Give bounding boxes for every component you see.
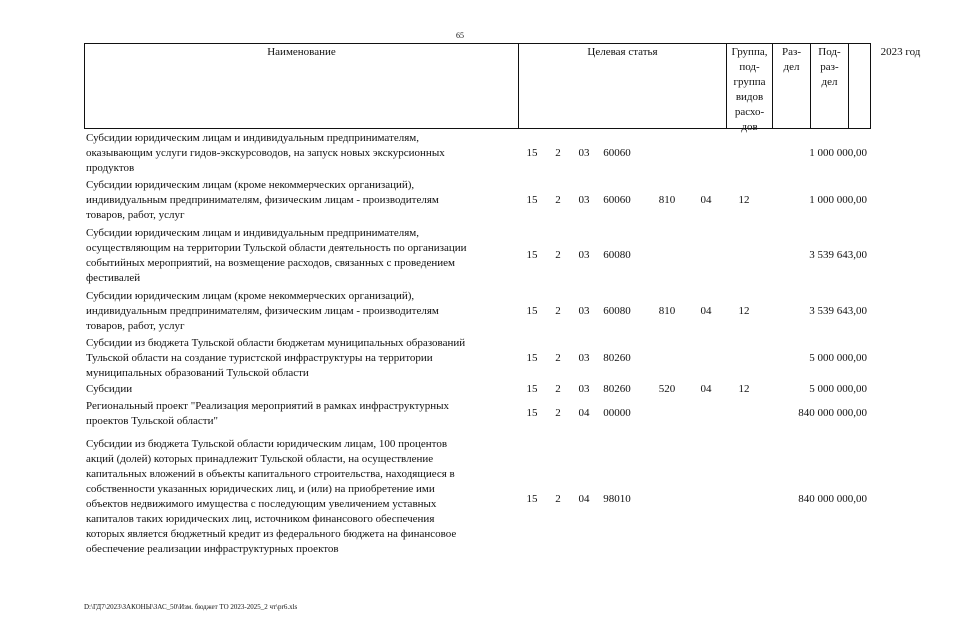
target-code-4: 00000	[603, 407, 631, 419]
target-code-2: 2	[555, 493, 561, 505]
group-code: 810	[658, 194, 676, 206]
amount-2023: 3 539 643,00	[809, 249, 867, 261]
target-code-4: 60080	[603, 249, 631, 261]
razdel-code: 04	[700, 383, 712, 395]
podrazdel-code: 12	[738, 305, 750, 317]
target-code-4: 80260	[603, 383, 631, 395]
row-name: Субсидии из бюджета Тульской области юридическим лицам, 100 процентов акций (долей) которых принадлежит Тульской области, на осуществление капитальных вложений в объекты капитального строительства, находящиеся в собственности указанных юридических лиц, и (или) на приобретение ими объектов недвижимого имущества с последующим увеличением уставных капиталов таких юридических лиц, источником финансового обеспечения которых является бюджетный кредит из федерального бюджета на финансовое обеспечение реализации инфраструктурных проектов	[86, 438, 457, 555]
amount-2023: 5 000 000,00	[809, 352, 867, 364]
target-code-1: 15	[526, 352, 538, 364]
table-header	[84, 43, 921, 133]
target-code-1: 15	[526, 305, 538, 317]
amount-2023: 1 000 000,00	[809, 194, 867, 206]
target-code-2: 2	[555, 383, 561, 395]
target-code-1: 15	[526, 194, 538, 206]
target-code-3: 04	[578, 407, 590, 419]
footer-file-path: D:\ГД7\2023\ЗАКОНЫ\ЗАС_50\Изм. бюджет ТО 2023-2025_2 чт\pr6.xls	[84, 603, 298, 611]
razdel-code: 04	[700, 194, 712, 206]
target-code-3: 03	[578, 147, 590, 159]
header-year: 2023 год	[880, 46, 921, 58]
target-code-4: 60060	[603, 147, 631, 159]
row-name: Субсидии из бюджета Тульской области бюджетам муниципальных образований Тульской области на создание туристской инфраструктуры на территории муниципальных образований Тульской области	[86, 337, 466, 379]
target-code-2: 2	[555, 352, 561, 364]
target-code-2: 2	[555, 249, 561, 261]
target-code-3: 03	[578, 352, 590, 364]
header-name: Наименование	[267, 46, 336, 58]
amount-2023: 3 539 643,00	[809, 305, 867, 317]
amount-2023: 840 000 000,00	[798, 407, 867, 419]
header-podrazdel: Под- раз- дел	[810, 44, 848, 128]
row-name: Субсидии юридическим лицам (кроме некоммерческих организаций), индивидуальным предпринимателям, физическим лицам - производителям товаров, работ, услуг	[86, 179, 439, 221]
target-code-2: 2	[555, 407, 561, 419]
row-name: Субсидии	[86, 383, 133, 395]
target-code-3: 03	[578, 305, 590, 317]
amount-2023: 1 000 000,00	[809, 147, 867, 159]
podrazdel-code: 12	[738, 194, 750, 206]
target-code-1: 15	[526, 493, 538, 505]
target-code-1: 15	[526, 249, 538, 261]
target-code-1: 15	[526, 407, 538, 419]
target-code-4: 98010	[603, 493, 631, 505]
amount-2023: 840 000 000,00	[798, 493, 867, 505]
row-name: Субсидии юридическим лицам (кроме некоммерческих организаций), индивидуальным предпринимателям, физическим лицам - производителям товаров, работ, услуг	[86, 290, 439, 332]
target-code-3: 03	[578, 249, 590, 261]
header-razdel: Раз- дел	[772, 44, 810, 128]
row-name: Региональный проект "Реализация мероприятий в рамках инфраструктурных проектов Тульской области"	[86, 400, 450, 427]
page-number: 65	[456, 31, 464, 40]
target-code-4: 60060	[603, 194, 631, 206]
row-name: Субсидии юридическим лицам и индивидуальным предпринимателям, оказывающим услуги гидов-экскурсоводов, на запуск новых экскурсионных продуктов	[86, 132, 445, 174]
target-code-1: 15	[526, 383, 538, 395]
amount-2023: 5 000 000,00	[809, 383, 867, 395]
razdel-code: 04	[700, 305, 712, 317]
target-code-3: 03	[578, 383, 590, 395]
header-target-article: Целевая статья	[518, 44, 726, 128]
target-code-2: 2	[555, 194, 561, 206]
target-code-4: 60080	[603, 305, 631, 317]
target-code-1: 15	[526, 147, 538, 159]
podrazdel-code: 12	[738, 383, 750, 395]
target-code-3: 03	[578, 194, 590, 206]
target-code-2: 2	[555, 147, 561, 159]
header-group: Группа, под- группа видов расхо- дов	[726, 44, 772, 128]
target-code-4: 80260	[603, 352, 631, 364]
target-code-2: 2	[555, 305, 561, 317]
target-code-3: 04	[578, 493, 590, 505]
row-name: Субсидии юридическим лицам и индивидуальным предпринимателям, осуществляющим на территории Тульской области деятельность по организации событийных мероприятий, на возмещение расходов, связанных с проведением фестивалей	[86, 227, 467, 284]
group-code: 810	[658, 305, 676, 317]
group-code: 520	[658, 383, 676, 395]
